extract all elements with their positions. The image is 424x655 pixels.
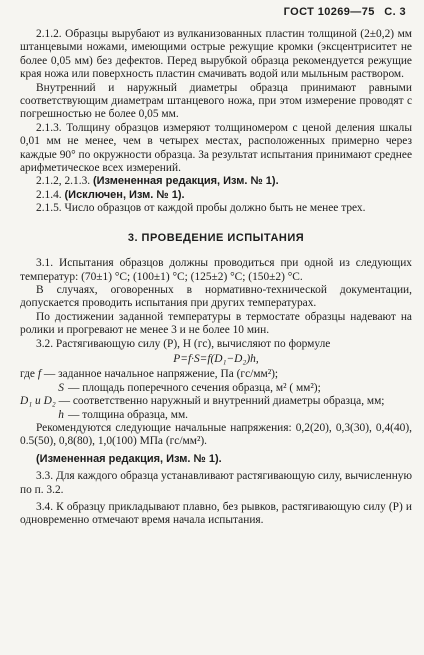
definition-text: — толщина образца, мм. bbox=[68, 408, 189, 421]
amendment-note: (Измененная редакция, Изм. № 1). bbox=[36, 452, 222, 465]
clause-2-1-4-note: (Исключен, Изм. № 1). bbox=[64, 188, 185, 201]
definition-symbol: S bbox=[58, 381, 64, 394]
definition-s bbox=[20, 382, 412, 395]
definition-symbol: D₁ и D₂ bbox=[20, 395, 56, 408]
paragraph-3-2-b: Рекомендуются следующие начальные напряжения: 0,2(20), 0,3(30), 0,4(40), 0.5(50), 0,8(80), 1,0(100) МПа (гс/мм²). bbox=[20, 421, 412, 448]
amendment-ref: 2.1.2, 2.1.3. bbox=[36, 175, 91, 188]
formula-definitions bbox=[20, 368, 412, 422]
paragraph-2-1-2: 2.1.2. Образцы вырубают из вулканизованных пластин толщиной (2±0,2) мм штанцевыми ножами, имеющими острые режущие кромки (эксцентриситет не более 0,05 мм) без дефектов. Перед вырубкой образца рекомендуется режущие края ножа или поверхность пластин смачивать водой или мыльным раствором. bbox=[20, 28, 412, 81]
section-3-title: 3. ПРОВЕДЕНИЕ ИСПЫТАНИЯ bbox=[127, 231, 305, 244]
paragraph-3-2-amendment bbox=[20, 453, 412, 466]
paragraph-3-1-c: По достижении заданной температуры в термостате образцы надевают на ролики и прогревают не менее 3 и не более 10 мин. bbox=[20, 310, 412, 337]
paragraph-2-1-4 bbox=[20, 189, 412, 202]
paragraph-3-1: 3.1. Испытания образцов должны проводиться при одной из следующих температур: (70±1) °С; (100±1) °С; (125±2) °С; (150±2) °С. bbox=[20, 257, 412, 283]
definition-text: — заданное начальное напряжение, Па (гс/мм²); bbox=[43, 368, 279, 381]
paragraph-3-1-b: В случаях, оговоренных в нормативно-технической документации, допускается проводить испытания при других температурах. bbox=[20, 283, 412, 310]
paragraph-3-3: 3.3. Для каждого образца устанавливают растягивающую силу, вычисленную по п. 3.2. bbox=[20, 470, 412, 496]
clause-2-1-4-ref: 2.1.4. bbox=[36, 188, 62, 201]
definition-symbol: f bbox=[37, 368, 41, 381]
paragraph-3-4: 3.4. К образцу прикладывают плавно, без рывков, растягивающую силу (P) и одновременно отмечают время начала испытания. bbox=[20, 501, 412, 527]
definition-text: — соответственно наружный и внутренний диаметры образца, мм; bbox=[58, 395, 385, 408]
paragraph-2-1-5: 2.1.5. Число образцов от каждой пробы должно быть не менее трех. bbox=[36, 202, 366, 215]
standard-number: ГОСТ 10269—75 bbox=[283, 6, 375, 18]
definition-text: — площадь поперечного сечения образца, м² ( мм²); bbox=[68, 381, 321, 394]
paragraph-amendment-1 bbox=[20, 175, 412, 188]
page-number: С. 3 bbox=[384, 6, 406, 18]
paragraph-2-1-3: 2.1.3. Толщину образцов измеряют толщиномером с ценой деления шкалы 0,01 мм не менее, чем в четырех местах, расположенных примерно через каждые 90° по окружности образца. За результат испытания принимают среднее арифметическое всех измерений. bbox=[20, 121, 412, 175]
force-formula: P=f·S=f(D₁−D₂)h, bbox=[173, 352, 259, 365]
where-label: где bbox=[20, 368, 35, 381]
definition-f bbox=[20, 368, 412, 381]
definition-d bbox=[20, 395, 412, 408]
paragraph-3-2: 3.2. Растягивающую силу (P), Н (гс), вычисляют по формуле bbox=[36, 337, 331, 350]
amendment-note: (Измененная редакция, Изм. № 1). bbox=[92, 175, 279, 188]
page-header bbox=[278, 6, 406, 18]
definition-h bbox=[20, 409, 412, 422]
definition-symbol: h bbox=[58, 408, 64, 421]
document-body bbox=[20, 28, 412, 528]
paragraph-inner-diameter: Внутренний и наружный диаметры образца принимают равными соответствующим диаметрам штанцевого ножа, при этом измерение проводят с погрешностью не более 0,05 мм. bbox=[20, 81, 412, 121]
